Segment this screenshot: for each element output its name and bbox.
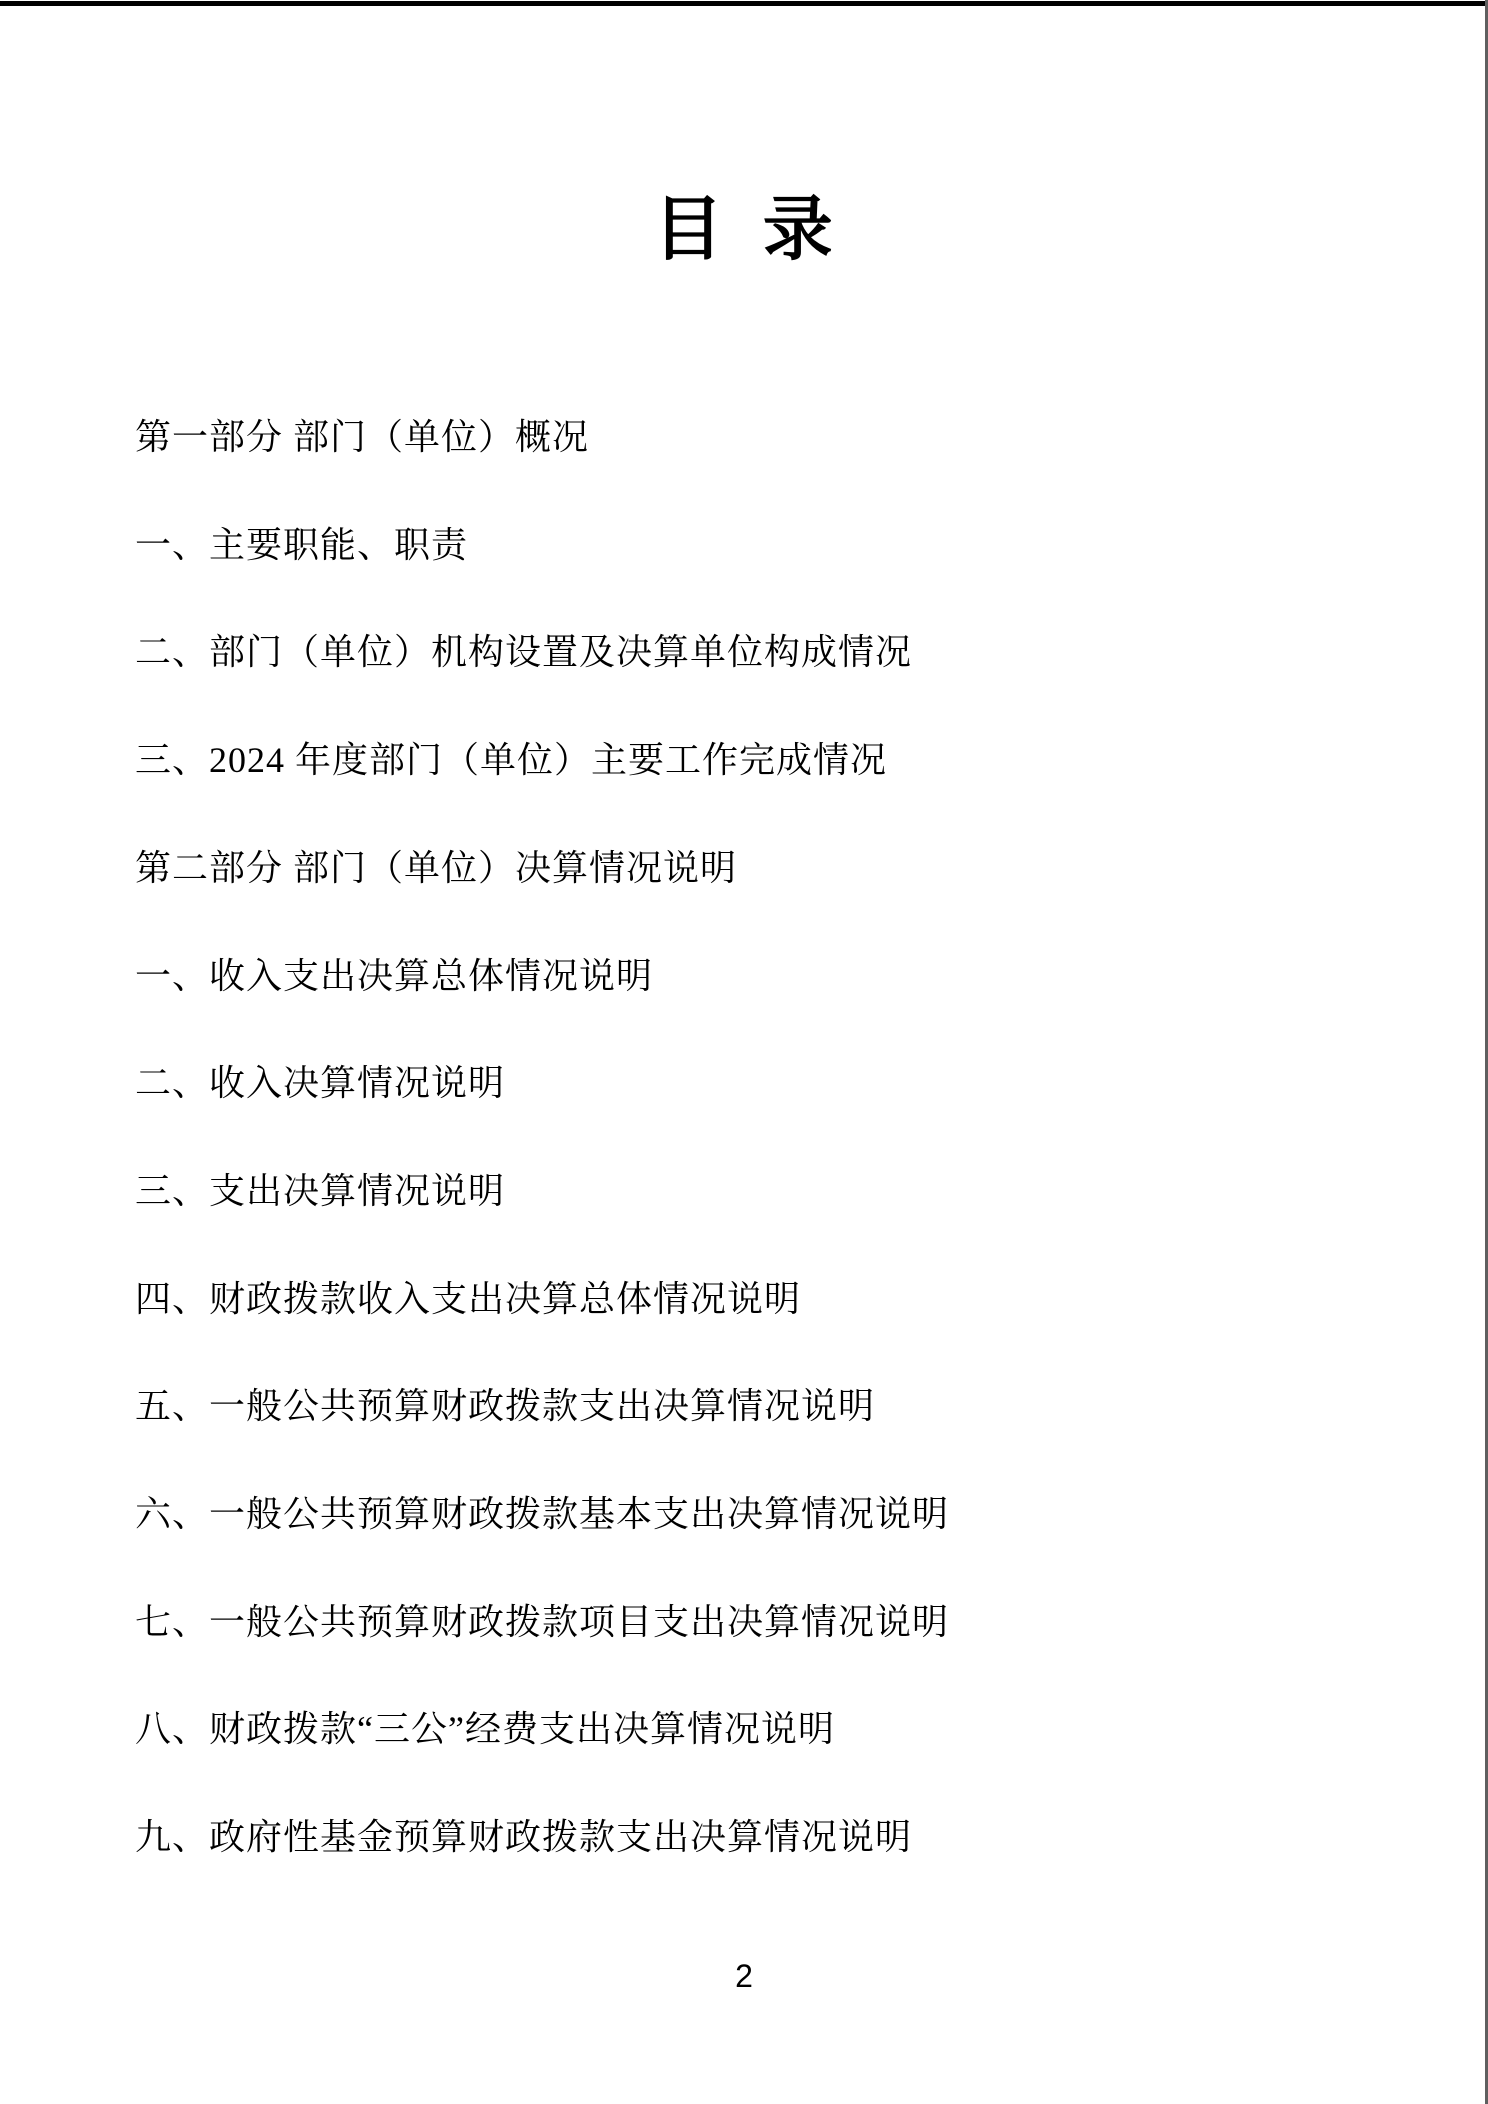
toc-item: 九、政府性基金预算财政拨款支出决算情况说明: [135, 1817, 913, 1858]
toc-item: 三、2024 年度部门（单位）主要工作完成情况: [135, 740, 888, 781]
toc-item: 二、部门（单位）机构设置及决算单位构成情况: [135, 632, 913, 673]
toc-item: 二、收入决算情况说明: [135, 1063, 506, 1104]
toc-item: 八、财政拨款“三公”经费支出决算情况说明: [135, 1709, 835, 1750]
toc-item: 第一部分 部门（单位）概况: [135, 417, 590, 457]
toc-item: 七、一般公共预算财政拨款项目支出决算情况说明: [135, 1601, 950, 1642]
toc-list: [135, 384, 1428, 1892]
toc-item: 一、收入支出决算总体情况说明: [135, 955, 654, 996]
toc-item: 第二部分 部门（单位）决算情况说明: [135, 847, 738, 888]
toc-item: 一、主要职能、职责: [135, 524, 469, 565]
toc-item: 四、财政拨款收入支出决算总体情况说明: [135, 1278, 802, 1319]
top-border-bar: [0, 1, 1488, 6]
page-title: 目 录: [653, 192, 835, 269]
toc-item: 三、支出决算情况说明: [135, 1170, 506, 1211]
toc-item: 五、一般公共预算财政拨款支出决算情况说明: [135, 1386, 876, 1427]
toc-item: 六、一般公共预算财政拨款基本支出决算情况说明: [135, 1494, 950, 1535]
page-number: 2: [735, 1958, 753, 1994]
